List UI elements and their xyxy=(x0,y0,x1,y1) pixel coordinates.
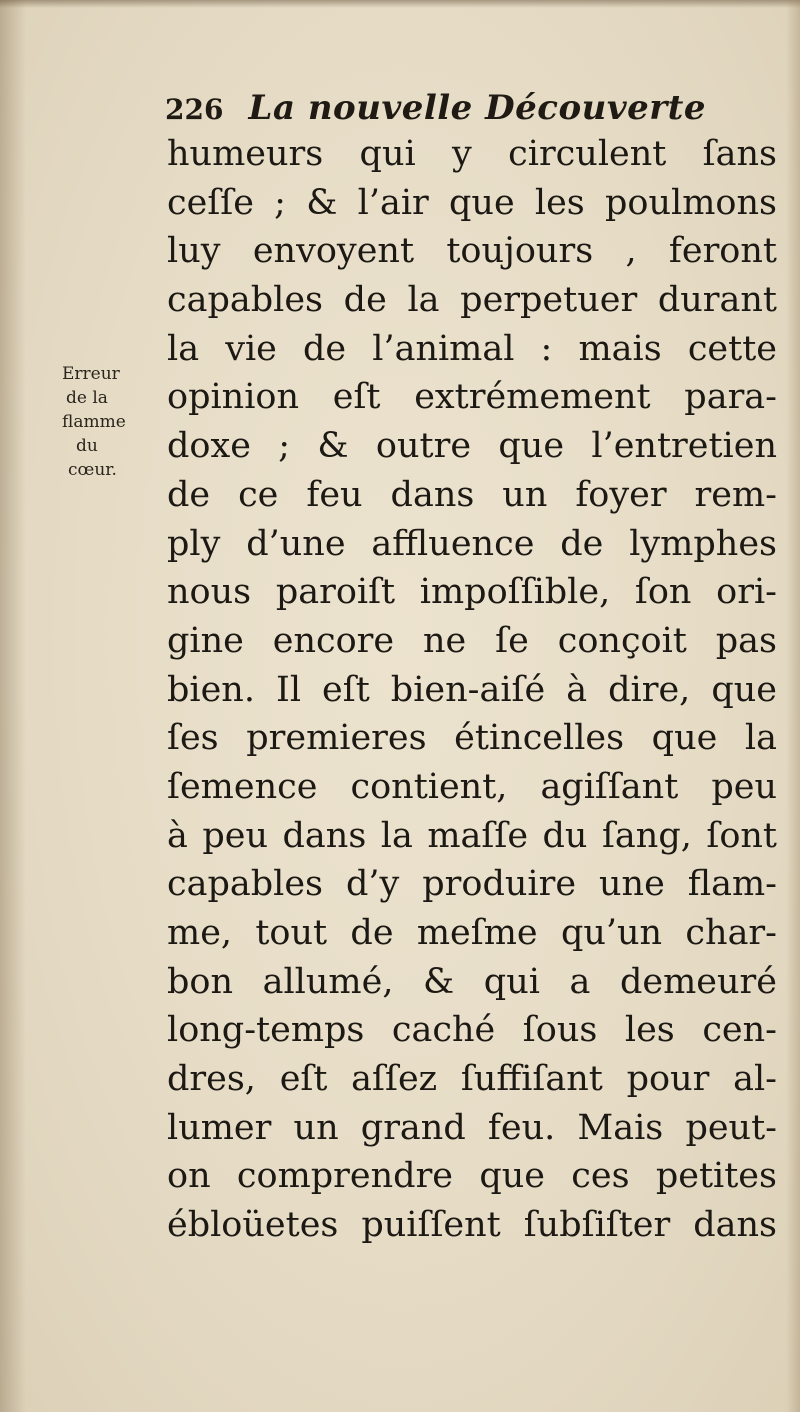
marginal-note-line: de la xyxy=(66,388,108,408)
text-line: capables d’y produire une flam- xyxy=(167,864,777,905)
text-line: à peu dans la maſſe du ſang, ſont xyxy=(167,815,777,856)
text-line: luy envoyent toujours , feront xyxy=(167,231,777,272)
text-line: ply d’une affluence de lymphes xyxy=(167,523,777,564)
marginal-note-line: du xyxy=(76,436,98,456)
text-line: humeurs qui y circulent ſans xyxy=(167,134,777,174)
text-line: doxe ; & outre que l’entretien xyxy=(167,426,777,467)
text-line: nous paroiſt impoſſible, ſon ori- xyxy=(167,572,777,613)
text-line: bon allumé, & qui a demeuré xyxy=(167,961,777,1002)
text-line: bien. Il eſt bien-aiſé à dire, que xyxy=(167,669,777,710)
text-line: lumer un grand feu. Mais peut- xyxy=(167,1107,777,1148)
spine-shadow xyxy=(0,0,26,1412)
marginal-note-line: flamme xyxy=(62,412,126,432)
text-line: opinion eſt extrémement para- xyxy=(167,377,777,418)
text-line: capables de la perpetuer durant xyxy=(167,280,777,321)
text-line: de ce feu dans un foyer rem- xyxy=(167,474,777,515)
marginal-note xyxy=(62,362,126,482)
top-edge-shadow xyxy=(0,0,800,8)
marginal-note-line: cœur. xyxy=(68,460,117,480)
text-line: gine encore ne ſe conçoit pas xyxy=(167,620,777,661)
text-line: dres, eſt aſſez ſuffiſant pour al- xyxy=(167,1059,777,1100)
running-head xyxy=(165,88,706,128)
text-line: ſes premieres étincelles que la xyxy=(167,718,777,759)
right-edge-shadow xyxy=(786,0,800,1412)
marginal-note-line: Erreur xyxy=(62,364,120,384)
body-text xyxy=(167,130,777,1250)
text-line: ſemence contient, agiſſant peu xyxy=(167,766,777,807)
text-line: ébloüetes puiſſent ſubſiſter dans xyxy=(167,1205,777,1246)
running-head-title: La nouvelle Découverte xyxy=(248,88,706,128)
page-number: 226 xyxy=(165,93,224,126)
text-line: me, tout de meſme qu’un char- xyxy=(167,913,777,953)
text-line: ceſſe ; & l’air que les poulmons xyxy=(167,182,777,223)
text-line: long-temps caché ſous les cen- xyxy=(167,1010,777,1051)
text-line: on comprendre que ces petites xyxy=(167,1156,777,1197)
text-line: la vie de l’animal : mais cette xyxy=(167,328,777,369)
